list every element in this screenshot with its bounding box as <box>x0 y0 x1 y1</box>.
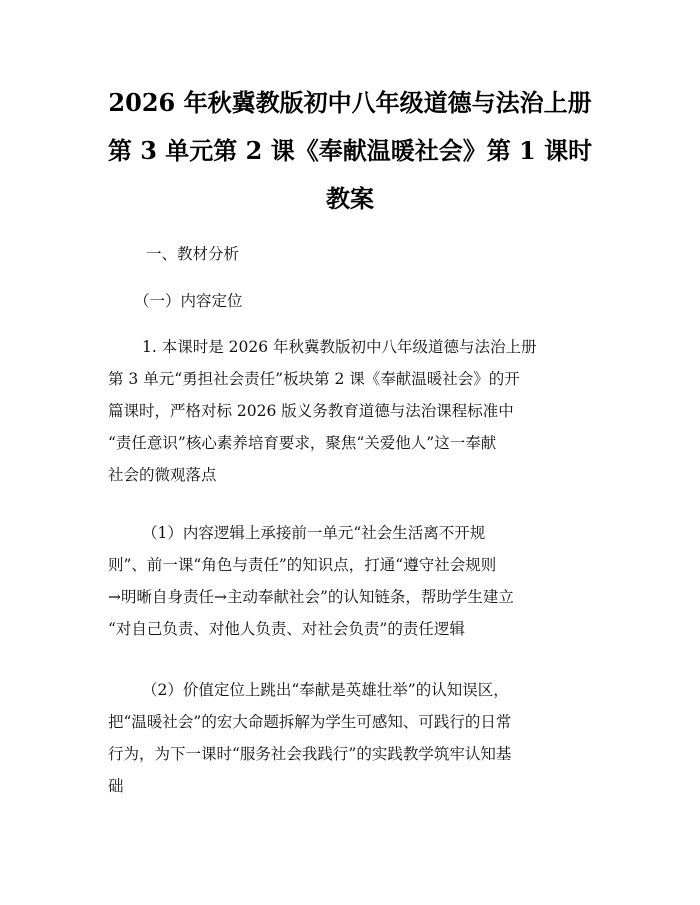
paragraph-1-line-4: “责任意识”核心素养培育要求，聚焦“关爱他人”这一奉献 <box>108 434 497 452</box>
paragraph-1-line-2: 第 3 单元“勇担社会责任”板块第 2 课《奉献温暖社会》的开 <box>108 370 520 388</box>
paragraph-1-line-1: 1. 本课时是 2026 年秋冀教版初中八年级道德与法治上册 <box>142 338 537 356</box>
paragraph-3-line-3: 行为，为下一课时“服务社会我践行”的实践教学筑牢认知基 <box>108 745 512 763</box>
section-heading: 一、教材分析 <box>146 245 240 263</box>
paragraph-2 <box>108 517 600 645</box>
paragraph-2-line-1: （1）内容逻辑上承接前一单元“社会生活离不开规 <box>142 524 486 542</box>
paragraph-2-line-2: 则”、前一课“角色与责任”的知识点，打通“遵守社会规则 <box>108 556 497 574</box>
paragraph-3-line-1: （2）价值定位上跳出“奉献是英雄壮举”的认知误区， <box>142 681 509 699</box>
paragraph-1-line-5: 社会的微观落点 <box>108 466 217 484</box>
paragraph-3-line-2: 把“温暖社会”的宏大命题拆解为学生可感知、可践行的日常 <box>108 713 512 731</box>
paragraph-1 <box>108 331 600 491</box>
paragraph-2-line-4: “对自己负责、对他人负责、对社会负责”的责任逻辑 <box>108 620 465 638</box>
subsection-heading: （一）内容定位 <box>134 292 243 310</box>
paragraph-3 <box>108 674 600 802</box>
document-title-line-1: 2026 年秋冀教版初中八年级道德与法治上册 <box>108 88 592 117</box>
document-title-line-2: 第 3 单元第 2 课《奉献温暖社会》第 1 课时 <box>107 136 593 165</box>
paragraph-2-line-3: →明晰自身责任→主动奉献社会”的认知链条，帮助学生建立 <box>108 588 514 606</box>
paragraph-1-line-3: 篇课时，严格对标 2026 版义务教育道德与法治课程标准中 <box>108 402 514 420</box>
paragraph-3-line-4: 础 <box>108 777 124 795</box>
document-title-line-3: 教案 <box>326 184 374 213</box>
